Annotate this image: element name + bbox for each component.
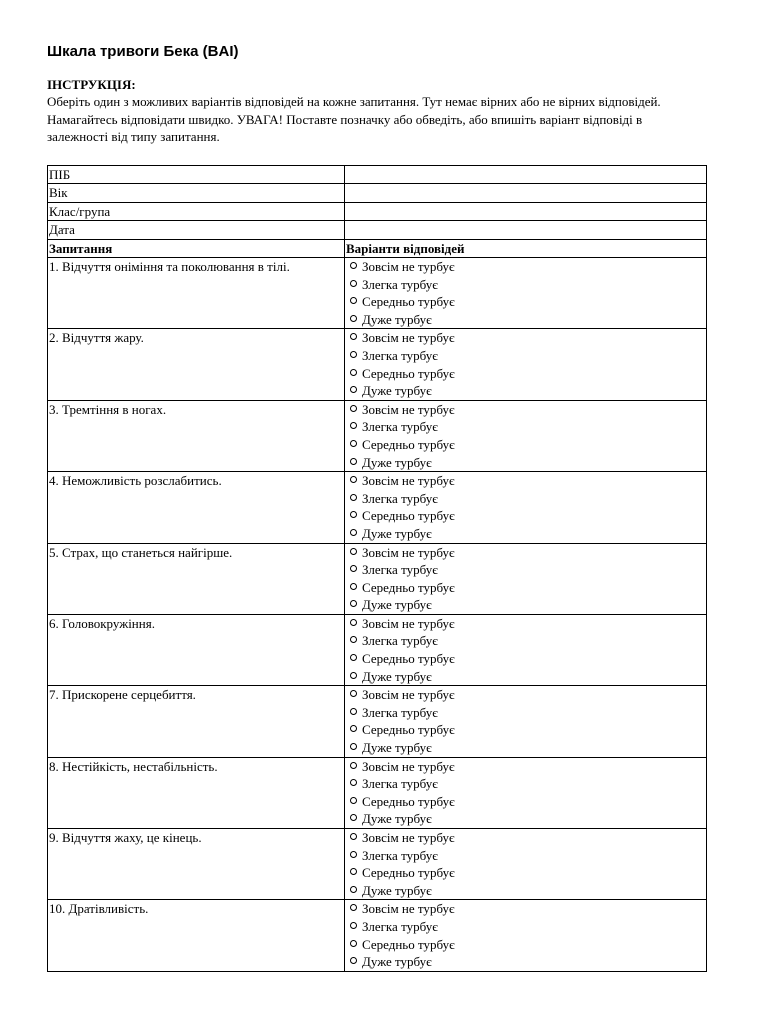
radio-group <box>346 758 706 828</box>
radio-group <box>346 258 706 328</box>
radio-circle-icon[interactable] <box>350 779 357 786</box>
answer-option[interactable] <box>350 382 706 400</box>
radio-circle-icon[interactable] <box>350 600 357 607</box>
option-label: Дуже турбує <box>362 597 432 613</box>
instruction-heading: ІНСТРУКЦІЯ: <box>47 77 136 92</box>
option-label: Зовсім не турбує <box>362 758 455 774</box>
option-label: Середньо турбує <box>362 936 455 952</box>
info-value-field[interactable] <box>345 202 707 221</box>
info-label: ПІБ <box>48 165 345 184</box>
answer-option[interactable] <box>350 632 706 650</box>
question-row <box>48 614 707 685</box>
radio-circle-icon[interactable] <box>350 386 357 393</box>
option-label: Дуже турбує <box>362 954 432 970</box>
radio-circle-icon[interactable] <box>350 476 357 483</box>
question-text: 6. Головокружіння. <box>48 614 345 685</box>
question-text: 3. Тремтіння в ногах. <box>48 400 345 471</box>
answer-option[interactable] <box>350 793 706 811</box>
answer-option[interactable] <box>350 596 706 614</box>
option-label: Злегка турбує <box>362 776 438 792</box>
answer-option[interactable] <box>350 507 706 525</box>
option-label: Дуже турбує <box>362 811 432 827</box>
radio-circle-icon[interactable] <box>350 494 357 501</box>
info-row-date <box>48 221 707 240</box>
info-label: Клас/група <box>48 202 345 221</box>
question-row <box>48 329 707 400</box>
option-label: Зовсім не турбує <box>362 330 455 346</box>
option-label: Середньо турбує <box>362 579 455 595</box>
answer-options <box>345 329 707 400</box>
answer-option[interactable] <box>350 668 706 686</box>
option-label: Середньо турбує <box>362 365 455 381</box>
instruction-text: Оберіть один з можливих варіантів відповідей на кожне запитання. Тут немає вірних або не вірних відповідей. Намагайтесь відповідати швидко. УВАГА! Поставте позначку або обведіть, або впишіть варіант відповіді в залежності від типу запитання. <box>47 94 661 144</box>
radio-circle-icon[interactable] <box>350 422 357 429</box>
radio-circle-icon[interactable] <box>350 957 357 964</box>
radio-circle-icon[interactable] <box>350 690 357 697</box>
option-label: Дуже турбує <box>362 311 432 327</box>
answer-options <box>345 614 707 685</box>
option-label: Зовсім не турбує <box>362 830 455 845</box>
answer-option[interactable] <box>350 829 706 847</box>
radio-circle-icon[interactable] <box>350 262 357 269</box>
radio-circle-icon[interactable] <box>350 565 357 572</box>
radio-circle-icon[interactable] <box>350 369 357 376</box>
option-label: Зовсім не турбує <box>362 401 455 417</box>
answer-option[interactable] <box>350 847 706 865</box>
answer-options <box>345 686 707 757</box>
answer-option[interactable] <box>350 900 706 918</box>
answer-options <box>345 900 707 971</box>
answer-options <box>345 258 707 329</box>
radio-circle-icon[interactable] <box>350 904 357 911</box>
question-text: 1. Відчуття оніміння та поколювання в тілі. <box>48 258 345 329</box>
radio-circle-icon[interactable] <box>350 851 357 858</box>
answer-option[interactable] <box>350 918 706 936</box>
document-page <box>47 40 706 972</box>
answer-option[interactable] <box>350 650 706 668</box>
answer-options <box>345 472 707 543</box>
radio-circle-icon[interactable] <box>350 297 357 304</box>
radio-circle-icon[interactable] <box>350 940 357 947</box>
answer-option[interactable] <box>350 775 706 793</box>
question-text: 7. Прискорене серцебиття. <box>48 686 345 757</box>
option-label: Середньо турбує <box>362 793 455 809</box>
answer-options <box>345 829 707 900</box>
option-label: Середньо турбує <box>362 865 455 881</box>
answer-options <box>345 400 707 471</box>
answer-option[interactable] <box>350 864 706 882</box>
radio-circle-icon[interactable] <box>350 654 357 661</box>
option-label: Дуже турбує <box>362 525 432 541</box>
option-label: Злегка турбує <box>362 562 438 578</box>
option-label: Злегка турбує <box>362 847 438 863</box>
info-label: Дата <box>48 221 345 240</box>
info-value-field[interactable] <box>345 184 707 203</box>
radio-circle-icon[interactable] <box>350 548 357 555</box>
radio-group <box>346 472 706 542</box>
option-label: Середньо турбує <box>362 436 455 452</box>
question-row <box>48 258 707 329</box>
option-label: Злегка турбує <box>362 704 438 720</box>
question-row <box>48 686 707 757</box>
option-label: Злегка турбує <box>362 633 438 649</box>
answer-option[interactable] <box>350 454 706 472</box>
answer-option[interactable] <box>350 525 706 543</box>
info-row-name <box>48 165 707 184</box>
radio-circle-icon[interactable] <box>350 405 357 412</box>
answer-option[interactable] <box>350 579 706 597</box>
answer-option[interactable] <box>350 615 706 633</box>
radio-circle-icon[interactable] <box>350 351 357 358</box>
radio-circle-icon[interactable] <box>350 672 357 679</box>
radio-circle-icon[interactable] <box>350 886 357 893</box>
option-label: Злегка турбує <box>362 347 438 363</box>
radio-circle-icon[interactable] <box>350 814 357 821</box>
radio-circle-icon[interactable] <box>350 708 357 715</box>
radio-circle-icon[interactable] <box>350 333 357 340</box>
answer-option[interactable] <box>350 472 706 490</box>
answer-option[interactable] <box>350 561 706 579</box>
question-row <box>48 900 707 971</box>
radio-group <box>346 829 706 899</box>
questionnaire-table <box>47 165 707 972</box>
radio-circle-icon[interactable] <box>350 636 357 643</box>
answer-option[interactable] <box>350 758 706 776</box>
option-label: Зовсім не турбує <box>362 615 455 631</box>
info-value-field[interactable] <box>345 165 707 184</box>
info-label: Вік <box>48 184 345 203</box>
answer-option[interactable] <box>350 953 706 971</box>
radio-circle-icon[interactable] <box>350 458 357 465</box>
option-label: Дуже турбує <box>362 383 432 399</box>
answer-option[interactable] <box>350 544 706 562</box>
header-question: Запитання <box>48 239 345 258</box>
answer-option[interactable] <box>350 686 706 704</box>
question-row <box>48 829 707 900</box>
question-row <box>48 472 707 543</box>
answer-options <box>345 543 707 614</box>
radio-circle-icon[interactable] <box>350 922 357 929</box>
question-text: 9. Відчуття жаху, це кінець. <box>48 829 345 900</box>
answer-option[interactable] <box>350 882 706 900</box>
option-label: Злегка турбує <box>362 276 438 292</box>
radio-circle-icon[interactable] <box>350 583 357 590</box>
option-label: Зовсім не турбує <box>362 473 455 489</box>
radio-circle-icon[interactable] <box>350 797 357 804</box>
question-text: 10. Дратівливість. <box>48 900 345 971</box>
info-row-age <box>48 184 707 203</box>
radio-circle-icon[interactable] <box>350 725 357 732</box>
option-label: Середньо турбує <box>362 508 455 524</box>
table-header-row <box>48 239 707 258</box>
radio-group <box>346 401 706 471</box>
radio-circle-icon[interactable] <box>350 833 357 840</box>
radio-circle-icon[interactable] <box>350 743 357 750</box>
answer-options <box>345 757 707 828</box>
option-label: Середньо турбує <box>362 651 455 667</box>
question-row <box>48 400 707 471</box>
answer-option[interactable] <box>350 704 706 722</box>
answer-option[interactable] <box>350 293 706 311</box>
answer-option[interactable] <box>350 258 706 276</box>
option-label: Дуже турбує <box>362 454 432 470</box>
question-row <box>48 543 707 614</box>
radio-group <box>346 544 706 614</box>
answer-option[interactable] <box>350 810 706 828</box>
radio-circle-icon[interactable] <box>350 762 357 769</box>
radio-circle-icon[interactable] <box>350 511 357 518</box>
radio-group <box>346 615 706 685</box>
option-label: Дуже турбує <box>362 668 432 684</box>
header-answers: Варіанти відповідей <box>345 239 707 258</box>
info-value-field[interactable] <box>345 221 707 240</box>
radio-circle-icon[interactable] <box>350 315 357 322</box>
answer-option[interactable] <box>350 490 706 508</box>
question-text: 2. Відчуття жару. <box>48 329 345 400</box>
radio-circle-icon[interactable] <box>350 529 357 536</box>
question-text: 5. Страх, що станеться найгірше. <box>48 543 345 614</box>
answer-option[interactable] <box>350 739 706 757</box>
option-label: Зовсім не турбує <box>362 901 455 917</box>
option-label: Зовсім не турбує <box>362 687 455 703</box>
radio-group <box>346 900 706 970</box>
answer-option[interactable] <box>350 329 706 347</box>
radio-group <box>346 329 706 399</box>
radio-circle-icon[interactable] <box>350 868 357 875</box>
option-label: Середньо турбує <box>362 722 455 738</box>
option-label: Зовсім не турбує <box>362 259 455 274</box>
option-label: Злегка турбує <box>362 918 438 934</box>
radio-circle-icon[interactable] <box>350 440 357 447</box>
answer-option[interactable] <box>350 721 706 739</box>
page-title: Шкала тривоги Бека (BAI) <box>47 43 239 60</box>
answer-option[interactable] <box>350 936 706 954</box>
radio-circle-icon[interactable] <box>350 619 357 626</box>
option-label: Дуже турбує <box>362 740 432 756</box>
option-label: Середньо турбує <box>362 294 455 310</box>
answer-option[interactable] <box>350 365 706 383</box>
radio-group <box>346 686 706 756</box>
answer-option[interactable] <box>350 347 706 365</box>
radio-circle-icon[interactable] <box>350 280 357 287</box>
question-text: 8. Нестійкість, нестабільність. <box>48 757 345 828</box>
info-row-class <box>48 202 707 221</box>
option-label: Злегка турбує <box>362 419 438 435</box>
answer-option[interactable] <box>350 311 706 329</box>
answer-option[interactable] <box>350 276 706 294</box>
option-label: Дуже турбує <box>362 882 432 898</box>
question-text: 4. Неможливість розслабитись. <box>48 472 345 543</box>
answer-option[interactable] <box>350 436 706 454</box>
answer-option[interactable] <box>350 401 706 419</box>
option-label: Злегка турбує <box>362 490 438 506</box>
option-label: Зовсім не турбує <box>362 544 455 560</box>
question-row <box>48 757 707 828</box>
answer-option[interactable] <box>350 418 706 436</box>
